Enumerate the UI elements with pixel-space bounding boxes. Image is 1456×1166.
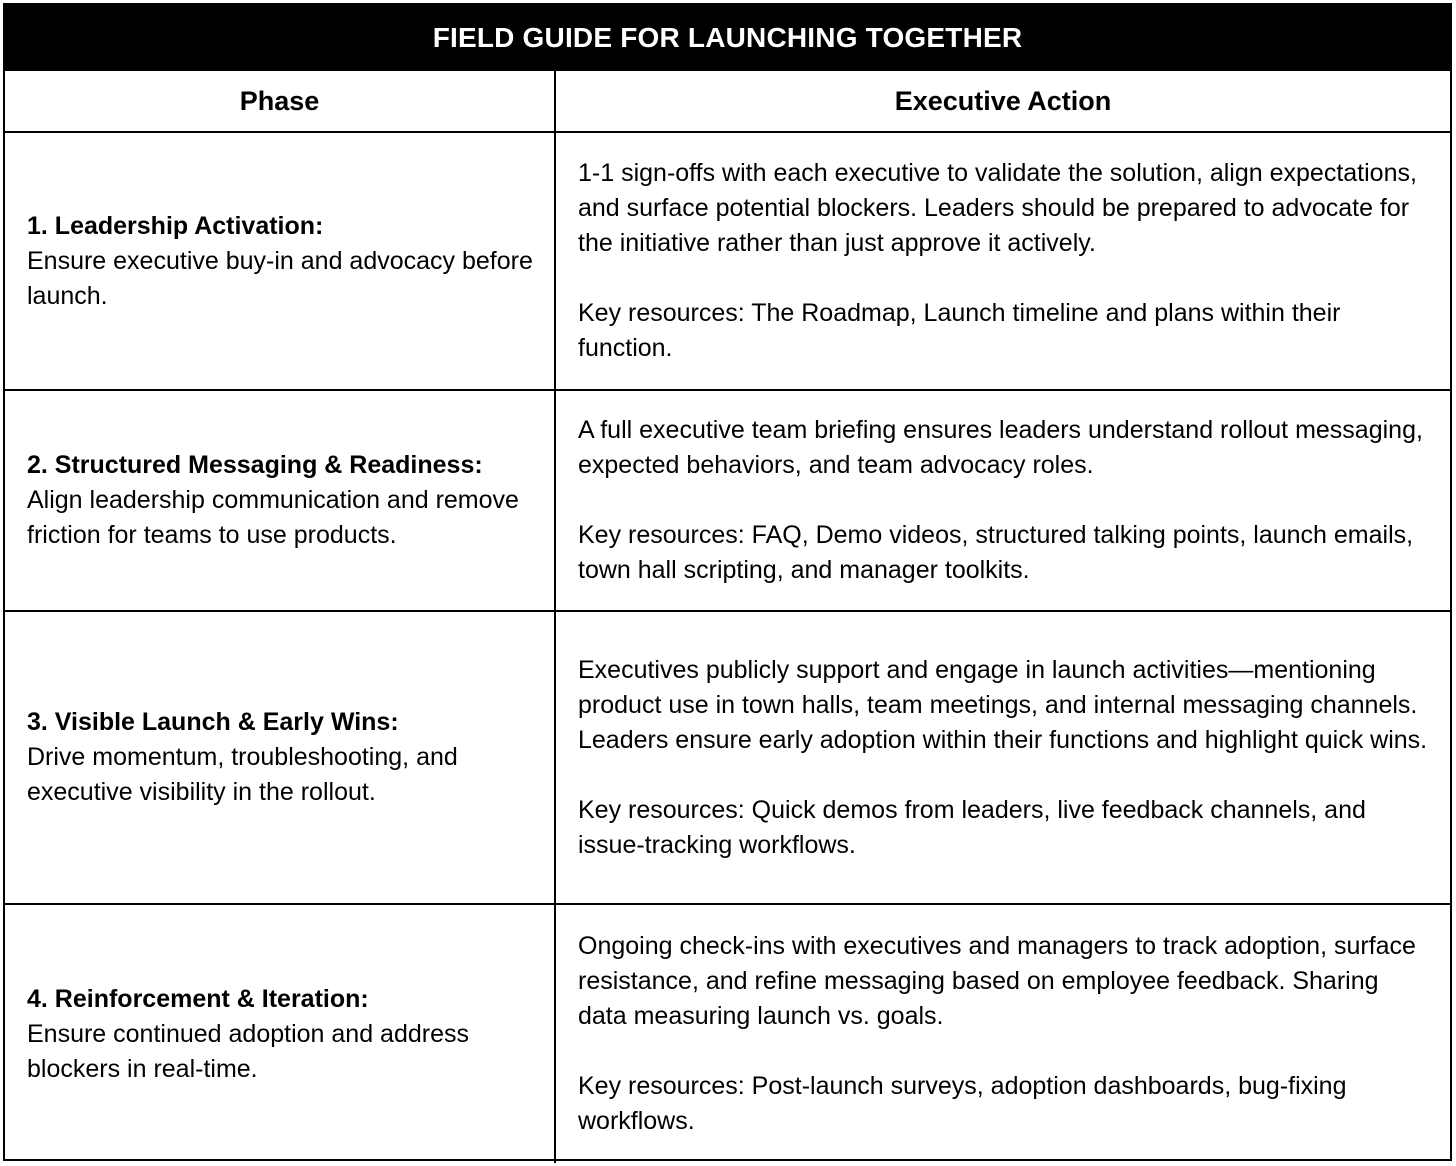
action-cell: [555, 132, 1450, 390]
action-text: 1-1 sign-offs with each executive to validate the solution, align expectations, and surface potential blockers. Leaders should be prepared to advocate for the initiative rather than just approve it actively.: [578, 159, 1417, 257]
phase-column-header: Phase: [5, 71, 555, 132]
key-resources: Key resources: Post-launch surveys, adoption dashboards, bug-fixing workflows.: [578, 1072, 1347, 1135]
guide-title: FIELD GUIDE FOR LAUNCHING TOGETHER: [5, 5, 1450, 71]
phase-title: 2. Structured Messaging & Readiness:: [27, 451, 483, 479]
action-cell: [555, 390, 1450, 611]
field-guide-table: [3, 3, 1452, 1161]
action-text: A full executive team briefing ensures leaders understand rollout messaging, expected behaviors, and team advocacy roles.: [578, 416, 1423, 479]
action-cell: [555, 611, 1450, 904]
phase-title: 3. Visible Launch & Early Wins:: [27, 708, 399, 736]
phase-title: 1. Leadership Activation:: [27, 211, 324, 240]
header-row: [5, 71, 1450, 132]
phase-cell: [5, 904, 555, 1163]
phase-description: Ensure executive buy-in and advocacy before launch.: [27, 246, 533, 310]
action-column-header: Executive Action: [555, 71, 1450, 132]
phase-cell: [5, 390, 555, 611]
key-resources: Key resources: The Roadmap, Launch timeline and plans within their function.: [578, 299, 1341, 362]
table-row: [5, 611, 1450, 904]
phase-cell: [5, 611, 555, 904]
table-row: [5, 132, 1450, 390]
key-resources: Key resources: Quick demos from leaders, live feedback channels, and issue-tracking workflows.: [578, 795, 1366, 859]
table-row: [5, 904, 1450, 1163]
phase-title: 4. Reinforcement & Iteration:: [27, 984, 369, 1013]
phase-cell: [5, 132, 555, 390]
key-resources: Key resources: FAQ, Demo videos, structured talking points, launch emails, town hall scripting, and manager toolkits.: [578, 521, 1414, 584]
table-row: [5, 390, 1450, 611]
phase-description: Drive momentum, troubleshooting, and executive visibility in the rollout.: [27, 743, 458, 806]
action-text: Executives publicly support and engage in launch activities—mentioning product use in town halls, team meetings, and internal messaging channels. Leaders ensure early adoption within their functions and highlight quick wins.: [578, 655, 1428, 754]
phase-action-table: [5, 71, 1450, 1163]
action-cell: [555, 904, 1450, 1163]
phase-description: Align leadership communication and remove friction for teams to use products.: [27, 486, 519, 549]
phase-description: Ensure continued adoption and address blockers in real-time.: [27, 1019, 469, 1083]
action-text: Ongoing check-ins with executives and managers to track adoption, surface resistance, and refine messaging based on employee feedback. Sharing data measuring launch vs. goals.: [578, 932, 1416, 1030]
